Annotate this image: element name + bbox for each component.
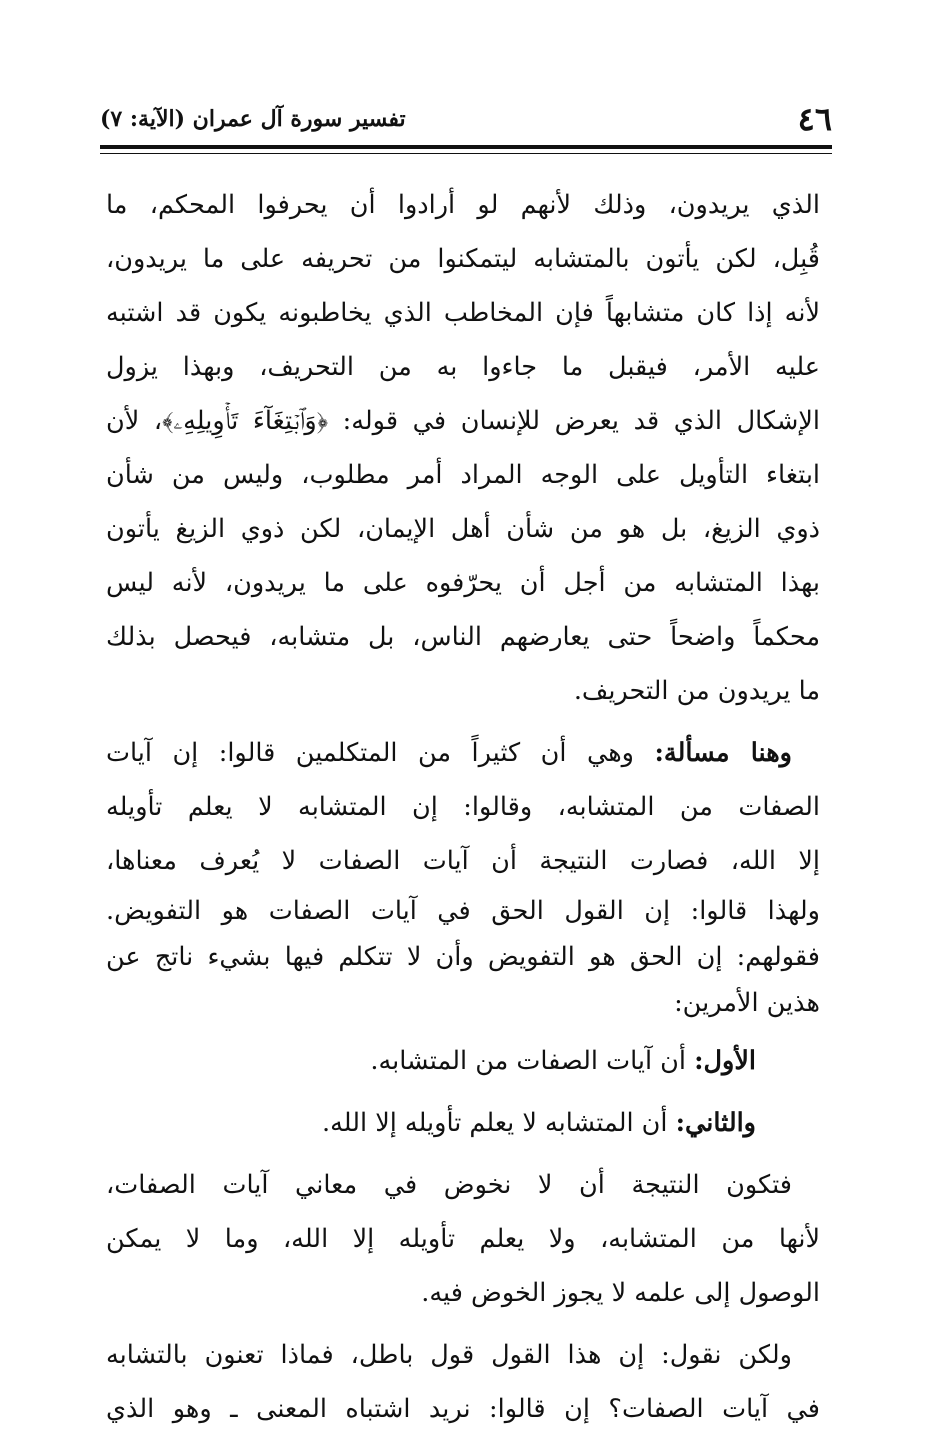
text-line: ابتغاء التأويل على الوجه المراد أمر مطلوب، وليس من شأن: [106, 460, 820, 490]
text-line: محكماً واضحاً حتى يعارضهم الناس، بل متشابه، فيحصل بذلك: [106, 622, 820, 652]
text-line: هذين الأمرين:: [674, 988, 820, 1018]
issue-heading: وهنا مسألة:: [654, 738, 792, 768]
item-label: والثاني:: [675, 1108, 756, 1138]
paragraph-4: [106, 1328, 820, 1436]
paragraph-1: [106, 178, 820, 718]
text-line: ذوي الزيغ، بل هو من شأن أهل الإيمان، لكن ذوي الزيغ يأتون: [106, 514, 820, 544]
text-run: أن آيات الصفات من المتشابه.: [370, 1046, 695, 1076]
header-rule-thin: [100, 153, 832, 154]
list-item-first: [106, 1034, 820, 1088]
text-line: [106, 726, 820, 780]
text-line: الذي يريدون، وذلك لأنهم لو أرادوا أن يحرفوا المحكم، ما: [106, 190, 820, 220]
running-title: تفسير سورة آل عمران (الآية: ٧): [100, 106, 406, 132]
list-item-second: [106, 1096, 820, 1150]
text-line: الوصول إلى علمه لا يجوز الخوض فيه.: [421, 1278, 820, 1308]
page-number: ٤٦: [797, 100, 832, 138]
text-line: الإشكال الذي قد يعرض للإنسان في قوله: ﴿وَٱبۡتِغَآءَ تَأۡوِيلِهِۦ﴾، لأن: [106, 406, 820, 436]
text-line: لأنه إذا كان متشابهاً فإن المخاطب الذي يخاطبونه يكون قد اشتبه: [106, 298, 820, 328]
page-body: [106, 178, 820, 1436]
item-label: الأول:: [694, 1046, 756, 1076]
text-line: [106, 1096, 820, 1150]
text-line: لأنها من المتشابه، ولا يعلم تأويله إلا الله، وما لا يمكن: [106, 1224, 820, 1254]
text-line: في آيات الصفات؟ إن قالوا: نريد اشتباه المعنى ـ وهو الذي: [106, 1394, 820, 1424]
text-line: إلا الله، فصارت النتيجة أن آيات الصفات لا يُعرف معناها،: [106, 846, 820, 876]
text-line: فتكون النتيجة أن لا نخوض في معاني آيات الصفات،: [106, 1170, 792, 1200]
text-line: [106, 1034, 820, 1088]
page-header: [100, 96, 832, 142]
text-line: ولكن نقول: إن هذا القول قول باطل، فماذا تعنون بالتشابه: [106, 1340, 792, 1370]
paragraph-2: [106, 726, 820, 1026]
text-line: فقولهم: إن الحق هو التفويض وأن لا تتكلم فيها بشيء ناتج عن: [106, 942, 820, 972]
paragraph-3: [106, 1158, 820, 1320]
text-line: الصفات من المتشابه، وقالوا: إن المتشابه لا يعلم تأويله: [106, 792, 820, 822]
text-line: ما يريدون من التحريف.: [573, 676, 820, 706]
text-line: ولهذا قالوا: إن القول الحق في آيات الصفات هو التفويض.: [106, 896, 820, 926]
header-rule-thick: [100, 145, 832, 149]
text-line: بهذا المتشابه من أجل أن يحرّفوه على ما يريدون، لأنه ليس: [106, 568, 820, 598]
text-line: قُبِل، لكن يأتون بالمتشابه ليتمكنوا من تحريفه على ما يريدون،: [106, 244, 820, 274]
text-run: أن المتشابه لا يعلم تأويله إلا الله.: [322, 1108, 676, 1138]
text-line: عليه الأمر، فيقبل ما جاءوا به من التحريف، وبهذا يزول: [106, 352, 820, 382]
text-run: وهي أن كثيراً من المتكلمين قالوا: إن آيات: [106, 738, 655, 768]
